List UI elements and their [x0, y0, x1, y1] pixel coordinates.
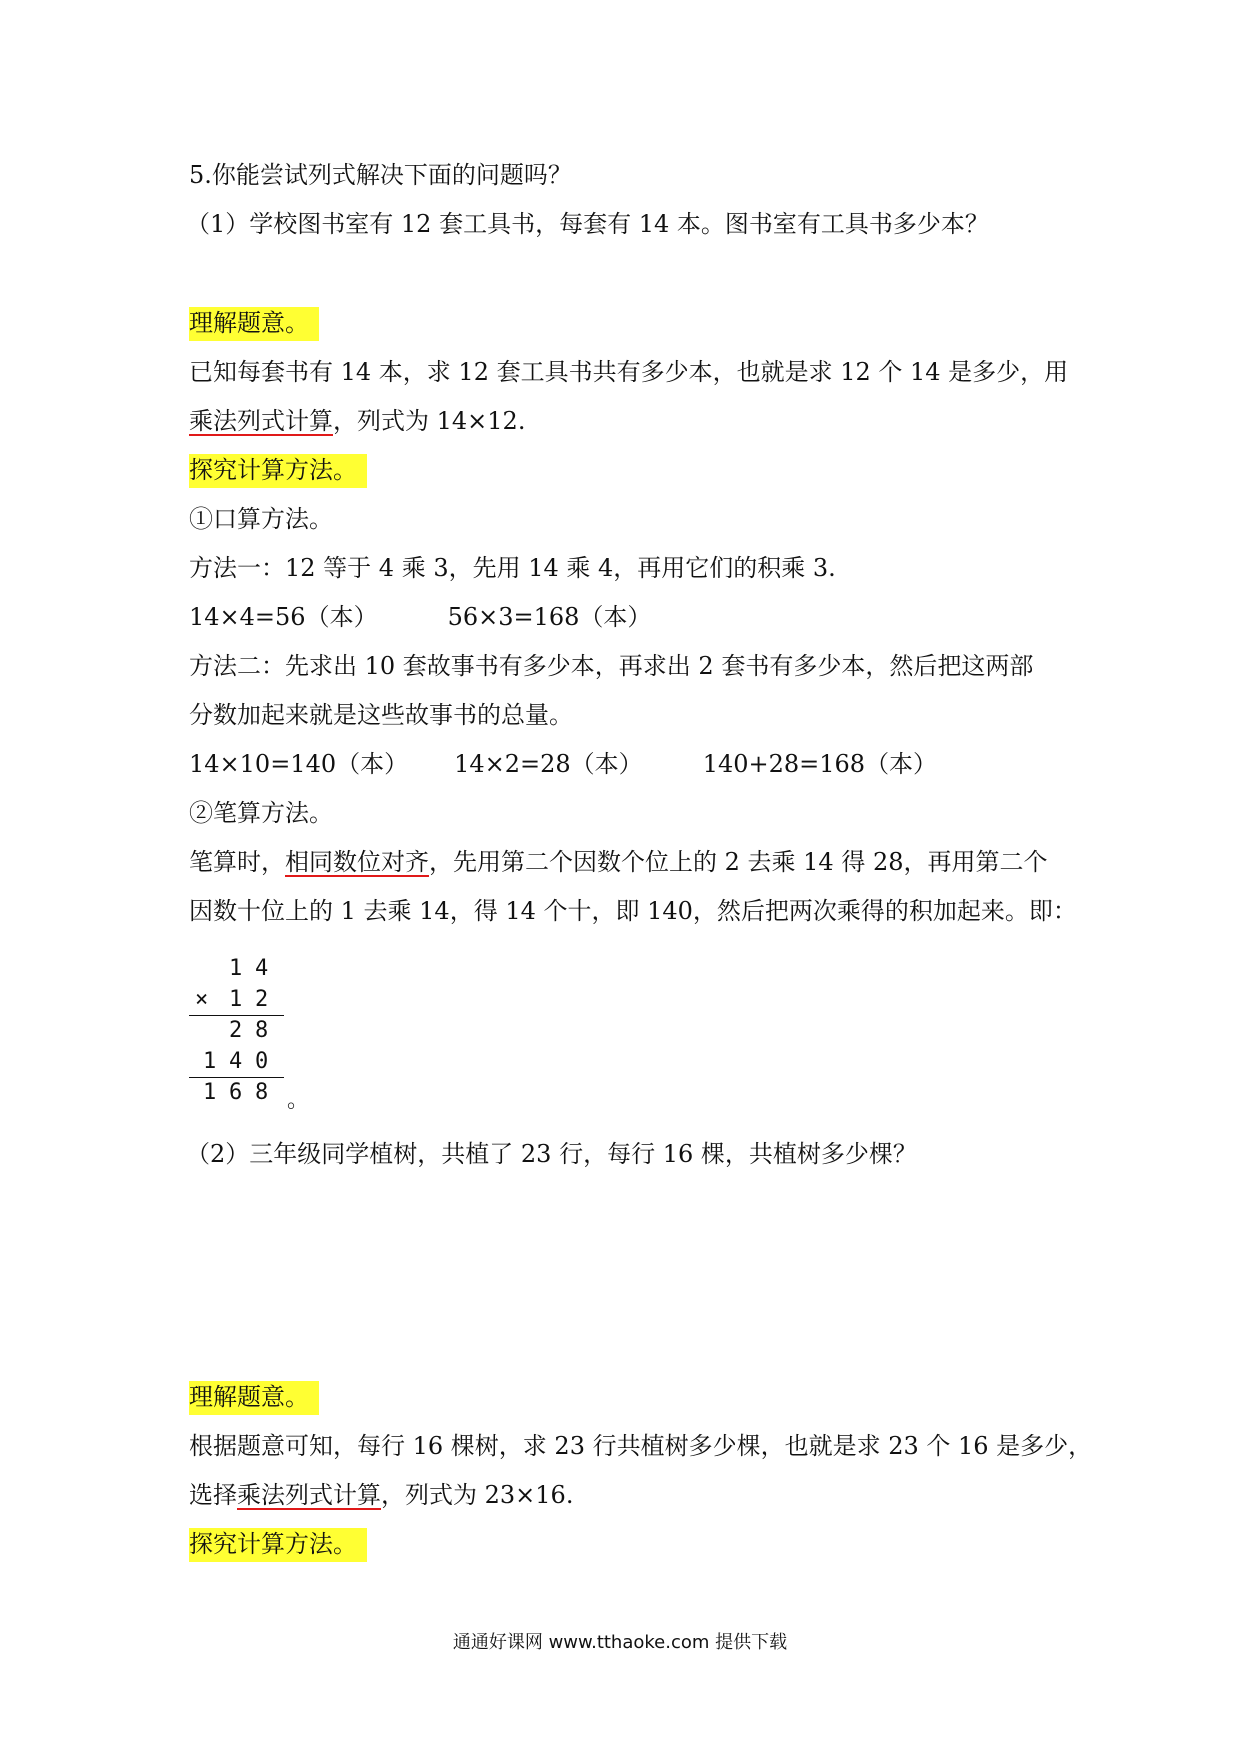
vertical-row-multiplier: [189, 984, 284, 1015]
heading-explore-2: [189, 1524, 367, 1564]
vertical-row-partial-1: [189, 1015, 284, 1046]
times-sign: ×: [195, 987, 209, 1012]
understand-2-rest: ，列式为 23×16.: [381, 1481, 574, 1509]
oral-method-heading: ①口算方法。: [189, 505, 333, 533]
vertical-row-partial-2: [189, 1046, 284, 1077]
question-2: （2）三年级同学植树，共植了 23 行，每行 16 棵，共植树多少棵？: [186, 1140, 917, 1168]
digit: 2: [255, 987, 269, 1012]
heading-explore-1: [189, 450, 367, 490]
highlight-explore-1: 探究计算方法。: [189, 454, 367, 488]
digit: 4: [229, 1049, 243, 1074]
written-method-heading: ②笔算方法。: [189, 799, 333, 827]
understand-1-line1: 已知每套书有 14 本，求 12 套工具书共有多少本，也就是求 12 个 14 是多少，用: [189, 358, 1069, 386]
underline-align-digits: 相同数位对齐: [285, 848, 429, 876]
understand-2-pre: 选择: [189, 1481, 237, 1509]
digit: 8: [255, 1080, 269, 1105]
footer-credit: 通通好课网 www.tthaoke.com 提供下载: [452, 1632, 788, 1653]
digit: 1: [203, 1049, 217, 1074]
highlight-understand-1: 理解题意。: [189, 307, 319, 341]
method-2-calc-a: 14×10=140（本）: [189, 750, 409, 778]
method-1: 方法一：12 等于 4 乘 3，先用 14 乘 4，再用它们的积乘 3.: [189, 554, 836, 582]
question-1: （1）学校图书室有 12 套工具书，每套有 14 本。图书室有工具书多少本？: [186, 210, 989, 238]
end-mark: 。: [287, 1088, 310, 1113]
digit: 8: [255, 1018, 269, 1043]
understand-2-line2: [189, 1475, 573, 1515]
written-pre: 笔算时，: [189, 848, 285, 876]
highlight-explore-2: 探究计算方法。: [189, 1528, 367, 1562]
digit: 2: [229, 1018, 243, 1043]
method-2-calc-c: 140+28=168（本）: [702, 750, 938, 778]
digit: 1: [203, 1080, 217, 1105]
vertical-row-multiplicand: [189, 953, 284, 984]
understand-1-rest: ，列式为 14×12.: [333, 407, 526, 435]
understand-1-line2: [189, 401, 525, 441]
method-2-line2: 分数加起来就是这些故事书的总量。: [189, 701, 573, 729]
written-line1: [189, 842, 1048, 882]
digit: 6: [229, 1080, 243, 1105]
heading-understand-2: [189, 1377, 319, 1417]
method-1-calc-a: 14×4=56（本）: [189, 603, 378, 631]
digit: 1: [229, 987, 243, 1012]
highlight-understand-2: 理解题意。: [189, 1381, 319, 1415]
question-title: 5.你能尝试列式解决下面的问题吗？: [189, 161, 572, 189]
written-line2: 因数十位上的 1 去乘 14，得 14 个十，即 140，然后把两次乘得的积加起来。即：: [189, 897, 1077, 925]
method-2-line1: 方法二：先求出 10 套故事书有多少本，再求出 2 套书有多少本，然后把这两部: [189, 652, 1034, 680]
method-2-calcs: [189, 744, 937, 784]
underline-multiplication-2: 乘法列式计算: [237, 1481, 381, 1509]
method-2-calc-b: 14×2=28（本）: [454, 750, 643, 778]
heading-understand-1: [189, 303, 319, 343]
understand-2-line1: 根据题意可知，每行 16 棵树，求 23 行共植树多少棵，也就是求 23 个 16 是多少，: [189, 1432, 1093, 1460]
method-1-calcs: [189, 597, 651, 637]
written-line1-rest: ，先用第二个因数个位上的 2 去乘 14 得 28，再用第二个: [429, 848, 1048, 876]
method-1-calc-b: 56×3=168（本）: [447, 603, 652, 631]
vertical-multiplication: [189, 953, 310, 1113]
underline-multiplication-1: 乘法列式计算: [189, 407, 333, 435]
digit: 1: [229, 956, 243, 981]
digit: 4: [255, 956, 269, 981]
digit: 0: [255, 1049, 269, 1074]
vertical-row-product: [189, 1077, 310, 1113]
